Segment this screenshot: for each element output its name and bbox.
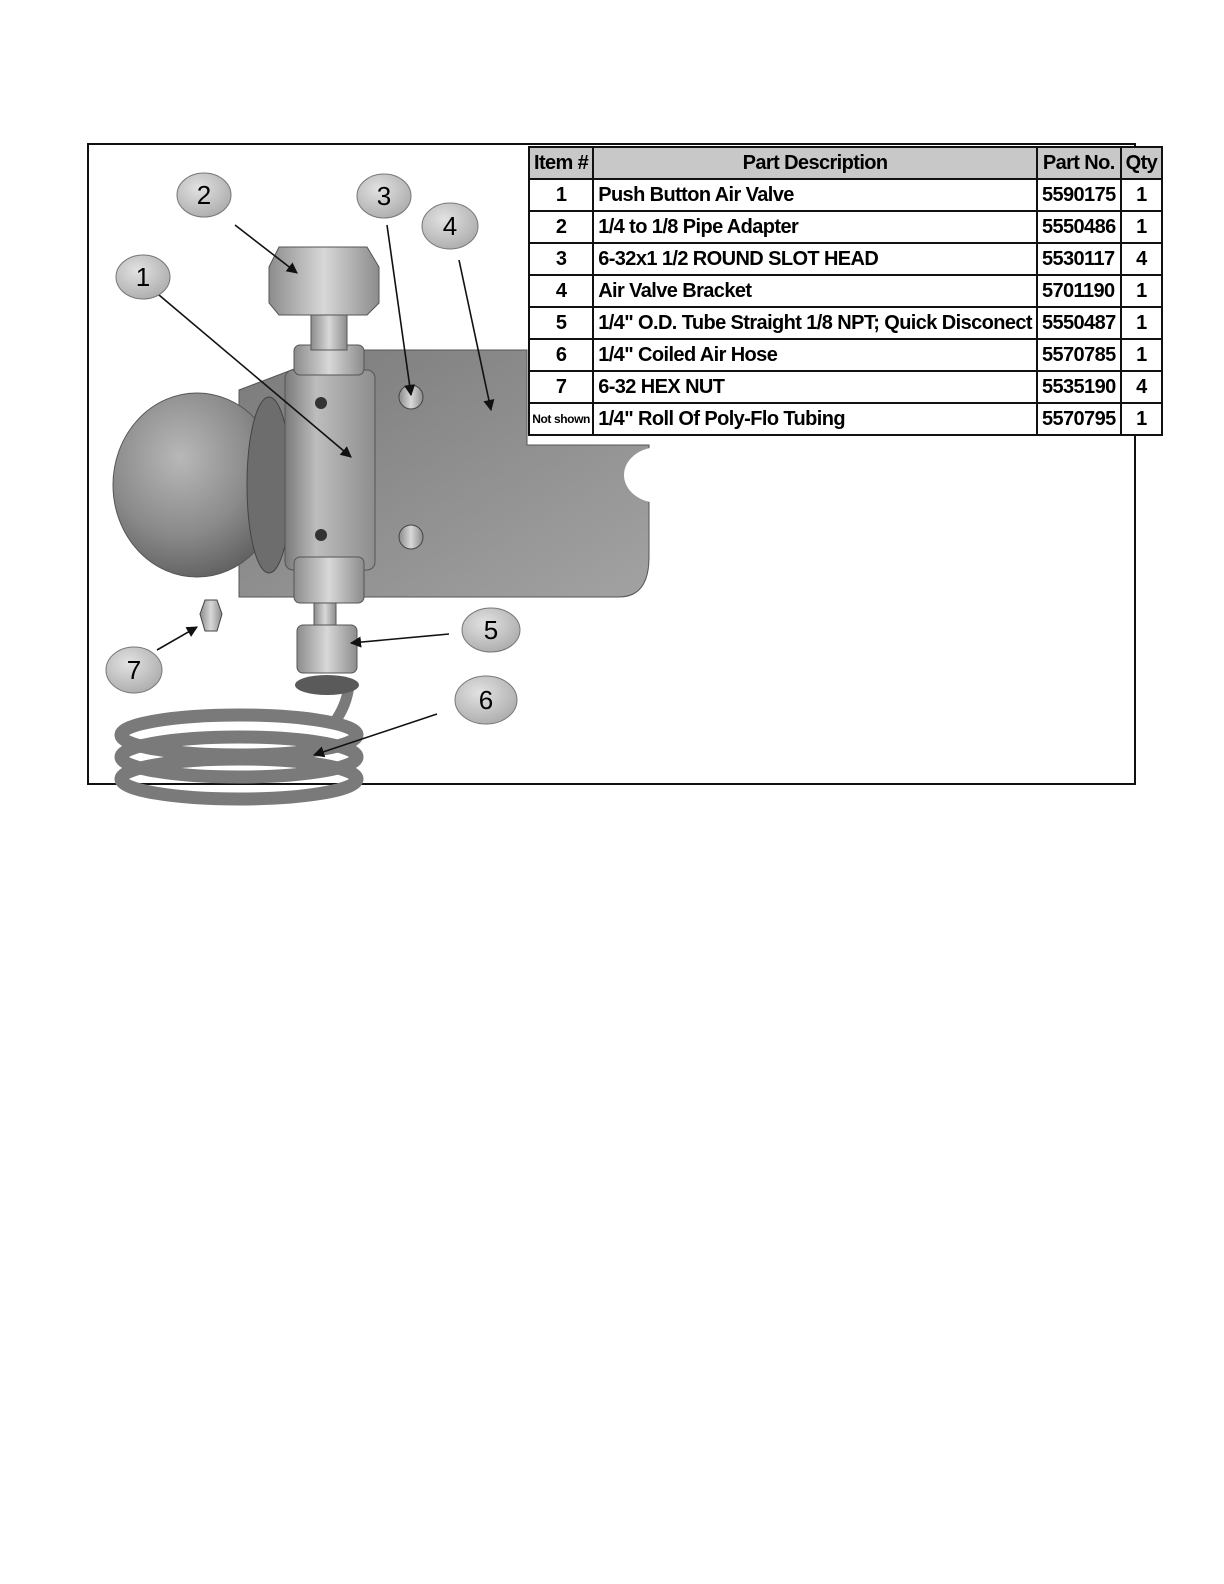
qty-cell: 1 — [1121, 179, 1163, 211]
description-cell: 6-32 HEX NUT — [593, 371, 1037, 403]
callout-5 — [462, 608, 520, 652]
header-qty: Qty — [1121, 147, 1163, 179]
callout-3 — [357, 174, 411, 218]
callout-3-label: 3 — [376, 181, 392, 211]
slot-head-screw-bottom-shape — [399, 525, 423, 549]
item-number-cell: 4 — [529, 275, 593, 307]
description-cell: 1/4" Roll Of Poly-Flo Tubing — [593, 403, 1037, 435]
item-number-cell: Not shown — [529, 403, 593, 435]
item-number-cell: 6 — [529, 339, 593, 371]
part-number-cell: 5550487 — [1037, 307, 1121, 339]
valve-body-shape — [285, 370, 375, 570]
knob-knurled-ring-shape — [247, 397, 291, 573]
item-number-cell: 7 — [529, 371, 593, 403]
slot-head-screw-top-shape — [399, 385, 423, 409]
header-part-description: Part Description — [593, 147, 1037, 179]
table-row — [529, 275, 1162, 307]
table-row — [529, 211, 1162, 243]
qty-cell: 1 — [1121, 211, 1163, 243]
pipe-thread-shape — [311, 310, 347, 350]
table-row — [529, 371, 1162, 403]
table-row — [529, 179, 1162, 211]
item-number-cell: 5 — [529, 307, 593, 339]
callout-6 — [455, 676, 517, 724]
description-cell: 1/4" Coiled Air Hose — [593, 339, 1037, 371]
callout-7 — [106, 647, 162, 693]
coiled-air-hose-shape — [121, 685, 357, 799]
description-cell: 1/4 to 1/8 Pipe Adapter — [593, 211, 1037, 243]
pipe-adapter-shape — [269, 247, 379, 315]
description-cell: 1/4" O.D. Tube Straight 1/8 NPT; Quick Disconect — [593, 307, 1037, 339]
description-cell: 6-32x1 1/2 ROUND SLOT HEAD — [593, 243, 1037, 275]
part-number-cell: 5590175 — [1037, 179, 1121, 211]
qty-cell: 4 — [1121, 371, 1163, 403]
parts-list-table — [528, 146, 1163, 436]
bracket-hole-shape — [624, 447, 694, 503]
callout-7-label: 7 — [126, 655, 142, 685]
part-number-cell: 5530117 — [1037, 243, 1121, 275]
table-row — [529, 307, 1162, 339]
qty-cell: 1 — [1121, 307, 1163, 339]
part-number-cell: 5570785 — [1037, 339, 1121, 371]
quick-disconnect-shape — [297, 625, 357, 673]
callout-4-label: 4 — [442, 211, 458, 241]
valve-hole-bottom-shape — [315, 529, 327, 541]
table-header-row — [529, 147, 1162, 179]
callout-4 — [422, 203, 478, 249]
valve-bottom-collar-shape — [294, 557, 364, 603]
callout-5-label: 5 — [483, 615, 499, 645]
qty-cell: 4 — [1121, 243, 1163, 275]
callout-6-label: 6 — [478, 685, 494, 715]
header-item-number: Item # — [529, 147, 593, 179]
callout-2 — [177, 173, 231, 217]
parts-diagram-figure — [87, 143, 1158, 785]
part-number-cell: 5701190 — [1037, 275, 1121, 307]
leader-line-5 — [351, 634, 449, 643]
description-cell: Air Valve Bracket — [593, 275, 1037, 307]
table-row — [529, 339, 1162, 371]
part-number-cell: 5535190 — [1037, 371, 1121, 403]
callout-1 — [116, 255, 170, 299]
part-number-cell: 5550486 — [1037, 211, 1121, 243]
description-cell: Push Button Air Valve — [593, 179, 1037, 211]
qty-cell: 1 — [1121, 403, 1163, 435]
callout-2-label: 2 — [196, 180, 212, 210]
part-number-cell: 5570795 — [1037, 403, 1121, 435]
qty-cell: 1 — [1121, 339, 1163, 371]
leader-line-7 — [157, 627, 197, 650]
table-row — [529, 243, 1162, 275]
fitting-collar-shape — [295, 675, 359, 695]
item-number-cell: 2 — [529, 211, 593, 243]
callout-1-label: 1 — [135, 262, 151, 292]
valve-hole-top-shape — [315, 397, 327, 409]
table-row — [529, 403, 1162, 435]
hex-nut-shape — [200, 600, 222, 631]
item-number-cell: 3 — [529, 243, 593, 275]
header-part-number: Part No. — [1037, 147, 1121, 179]
qty-cell: 1 — [1121, 275, 1163, 307]
item-number-cell: 1 — [529, 179, 593, 211]
tube-fitting-shape — [314, 600, 336, 628]
